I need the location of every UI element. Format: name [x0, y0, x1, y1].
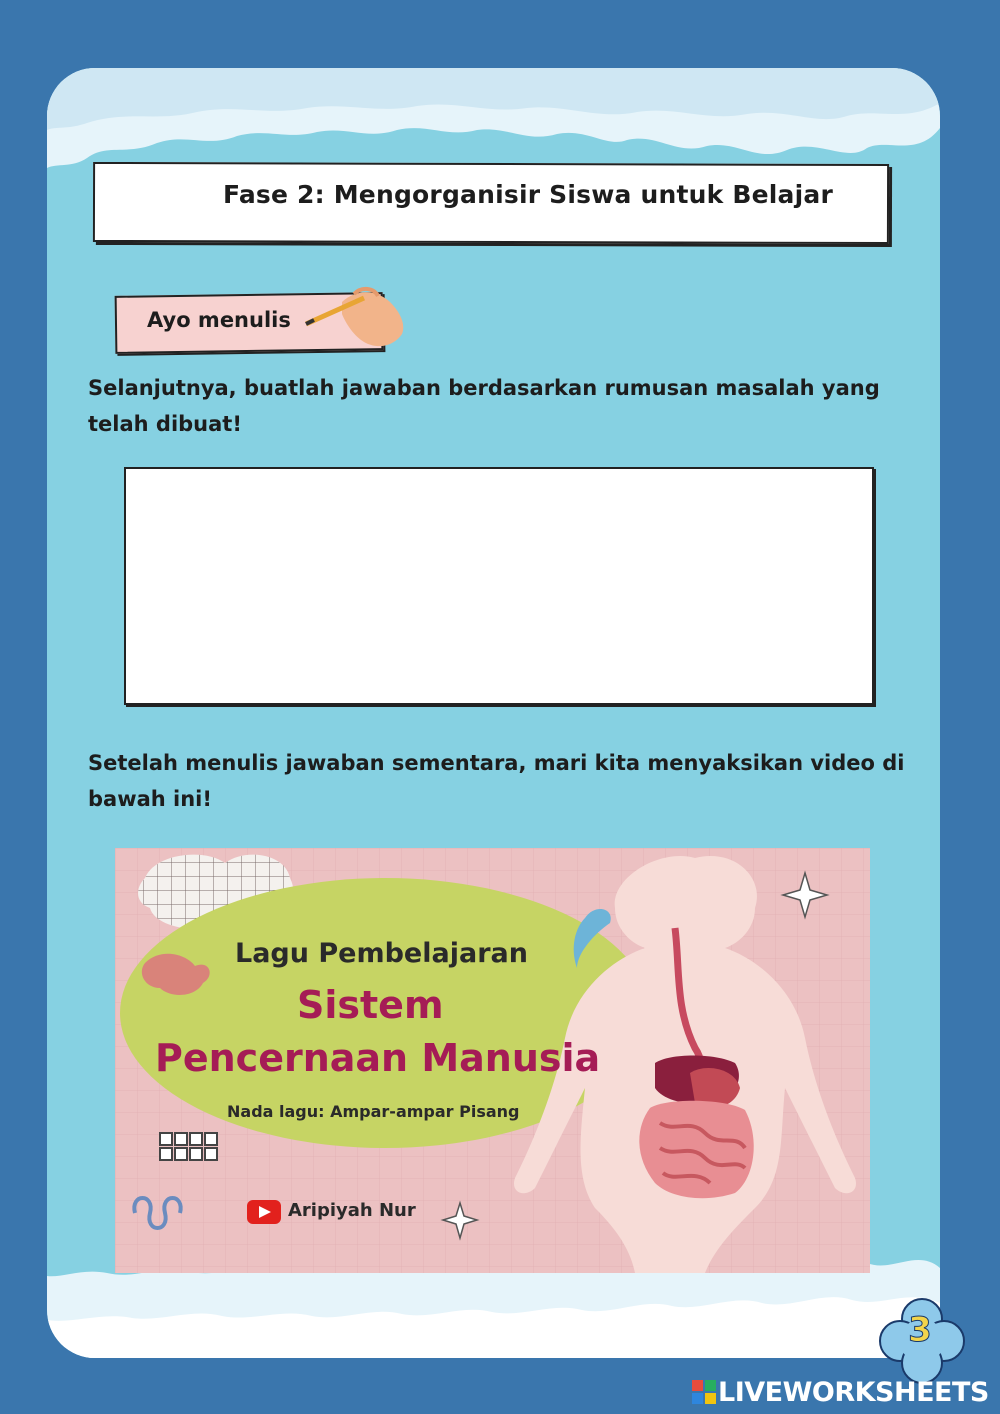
page-number: 3 — [908, 1310, 932, 1350]
answer-input-box[interactable] — [124, 467, 874, 705]
video-channel-name: Aripiyah Nur — [288, 1200, 416, 1221]
page-title: Fase 2: Mengorganisir Siswa untuk Belajar — [223, 180, 833, 209]
video-title-line3: Pencernaan Manusia — [155, 1036, 601, 1080]
brand-name: LIVEWORKSHEETS — [718, 1377, 989, 1408]
video-thumbnail[interactable] — [115, 848, 870, 1273]
instruction-text-1: Selanjutnya, buatlah jawaban berdasarkan rumusan masalah yang telah dibuat! — [88, 376, 880, 436]
youtube-icon — [247, 1200, 281, 1224]
video-subtitle: Nada lagu: Ampar-ampar Pisang — [227, 1102, 520, 1121]
video-title-line1: Lagu Pembelajaran — [235, 938, 528, 969]
liveworksheets-logo-icon — [692, 1380, 716, 1404]
writing-hand-icon — [302, 284, 406, 356]
instruction-text-2: Setelah menulis jawaban sementara, mari kita menyaksikan video di bawah ini! — [88, 751, 905, 811]
activity-tag-label: Ayo menulis — [147, 308, 291, 332]
video-title-line2: Sistem — [297, 983, 444, 1027]
